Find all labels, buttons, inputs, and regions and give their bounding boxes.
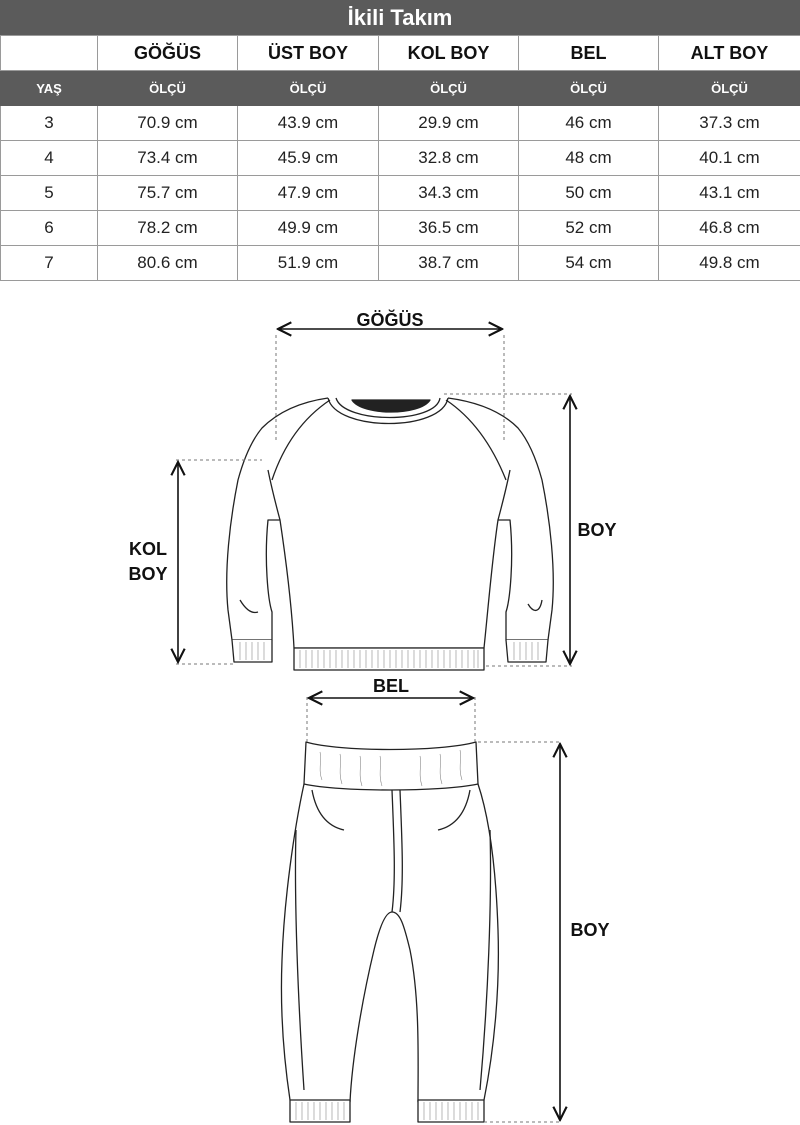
subheader-cell: ÖLÇÜ <box>98 71 238 106</box>
header-cell <box>1 36 98 71</box>
sleeve-length-cell: 38.7 cm <box>379 246 519 281</box>
table-row <box>1 246 800 281</box>
top-length-label: BOY <box>577 520 617 540</box>
header-cell: GÖĞÜS <box>98 36 238 71</box>
table-row <box>1 141 800 176</box>
table-row <box>1 176 800 211</box>
sleeve-length-cell: 29.9 cm <box>379 106 519 141</box>
guide-lines <box>176 335 572 1122</box>
subheader-cell: ÖLÇÜ <box>238 71 379 106</box>
bottom-length-cell: 49.8 cm <box>659 246 800 281</box>
bottom-length-label: BOY <box>570 920 610 940</box>
header-cell: ÜST BOY <box>238 36 379 71</box>
bottom-length-cell: 37.3 cm <box>659 106 800 141</box>
age-cell: 7 <box>1 246 98 281</box>
age-cell: 3 <box>1 106 98 141</box>
chest-cell: 78.2 cm <box>98 211 238 246</box>
subheader-cell: ÖLÇÜ <box>519 71 659 106</box>
bottom-length-cell: 40.1 cm <box>659 141 800 176</box>
top-length-cell: 45.9 cm <box>238 141 379 176</box>
sleeve-length-cell: 36.5 cm <box>379 211 519 246</box>
chest-cell: 73.4 cm <box>98 141 238 176</box>
header-cell: KOL BOY <box>379 36 519 71</box>
table-row <box>1 106 800 141</box>
header-cell: BEL <box>519 36 659 71</box>
chest-cell: 80.6 cm <box>98 246 238 281</box>
waist-cell: 54 cm <box>519 246 659 281</box>
age-cell: 6 <box>1 211 98 246</box>
waist-cell: 48 cm <box>519 141 659 176</box>
top-length-cell: 43.9 cm <box>238 106 379 141</box>
page-title: İkili Takım <box>0 0 800 35</box>
age-cell: 4 <box>1 141 98 176</box>
size-table <box>0 35 800 281</box>
measurement-diagram <box>0 285 800 1125</box>
sweatpants-rib-texture <box>296 750 478 1120</box>
header-cell: ALT BOY <box>659 36 800 71</box>
chest-label: GÖĞÜS <box>356 310 424 330</box>
measure-arrows <box>178 329 570 1120</box>
waist-cell: 50 cm <box>519 176 659 211</box>
sleeve-label-line2: BOY <box>128 564 168 584</box>
chest-cell: 75.7 cm <box>98 176 238 211</box>
table-subheader-row <box>1 71 800 106</box>
top-length-cell: 47.9 cm <box>238 176 379 211</box>
sleeve-length-cell: 34.3 cm <box>379 176 519 211</box>
sweatpants-illustration <box>281 742 498 1122</box>
subheader-cell: ÖLÇÜ <box>379 71 519 106</box>
subheader-cell: YAŞ <box>1 71 98 106</box>
bottom-length-cell: 46.8 cm <box>659 211 800 246</box>
sleeve-length-cell: 32.8 cm <box>379 141 519 176</box>
table-row <box>1 211 800 246</box>
waist-label: BEL <box>373 676 409 696</box>
top-length-cell: 51.9 cm <box>238 246 379 281</box>
waist-cell: 46 cm <box>519 106 659 141</box>
subheader-cell: ÖLÇÜ <box>659 71 800 106</box>
chest-cell: 70.9 cm <box>98 106 238 141</box>
top-length-cell: 49.9 cm <box>238 211 379 246</box>
waist-cell: 52 cm <box>519 211 659 246</box>
bottom-length-cell: 43.1 cm <box>659 176 800 211</box>
sleeve-label-line1: KOL <box>129 539 167 559</box>
table-header-row <box>1 36 800 71</box>
age-cell: 5 <box>1 176 98 211</box>
